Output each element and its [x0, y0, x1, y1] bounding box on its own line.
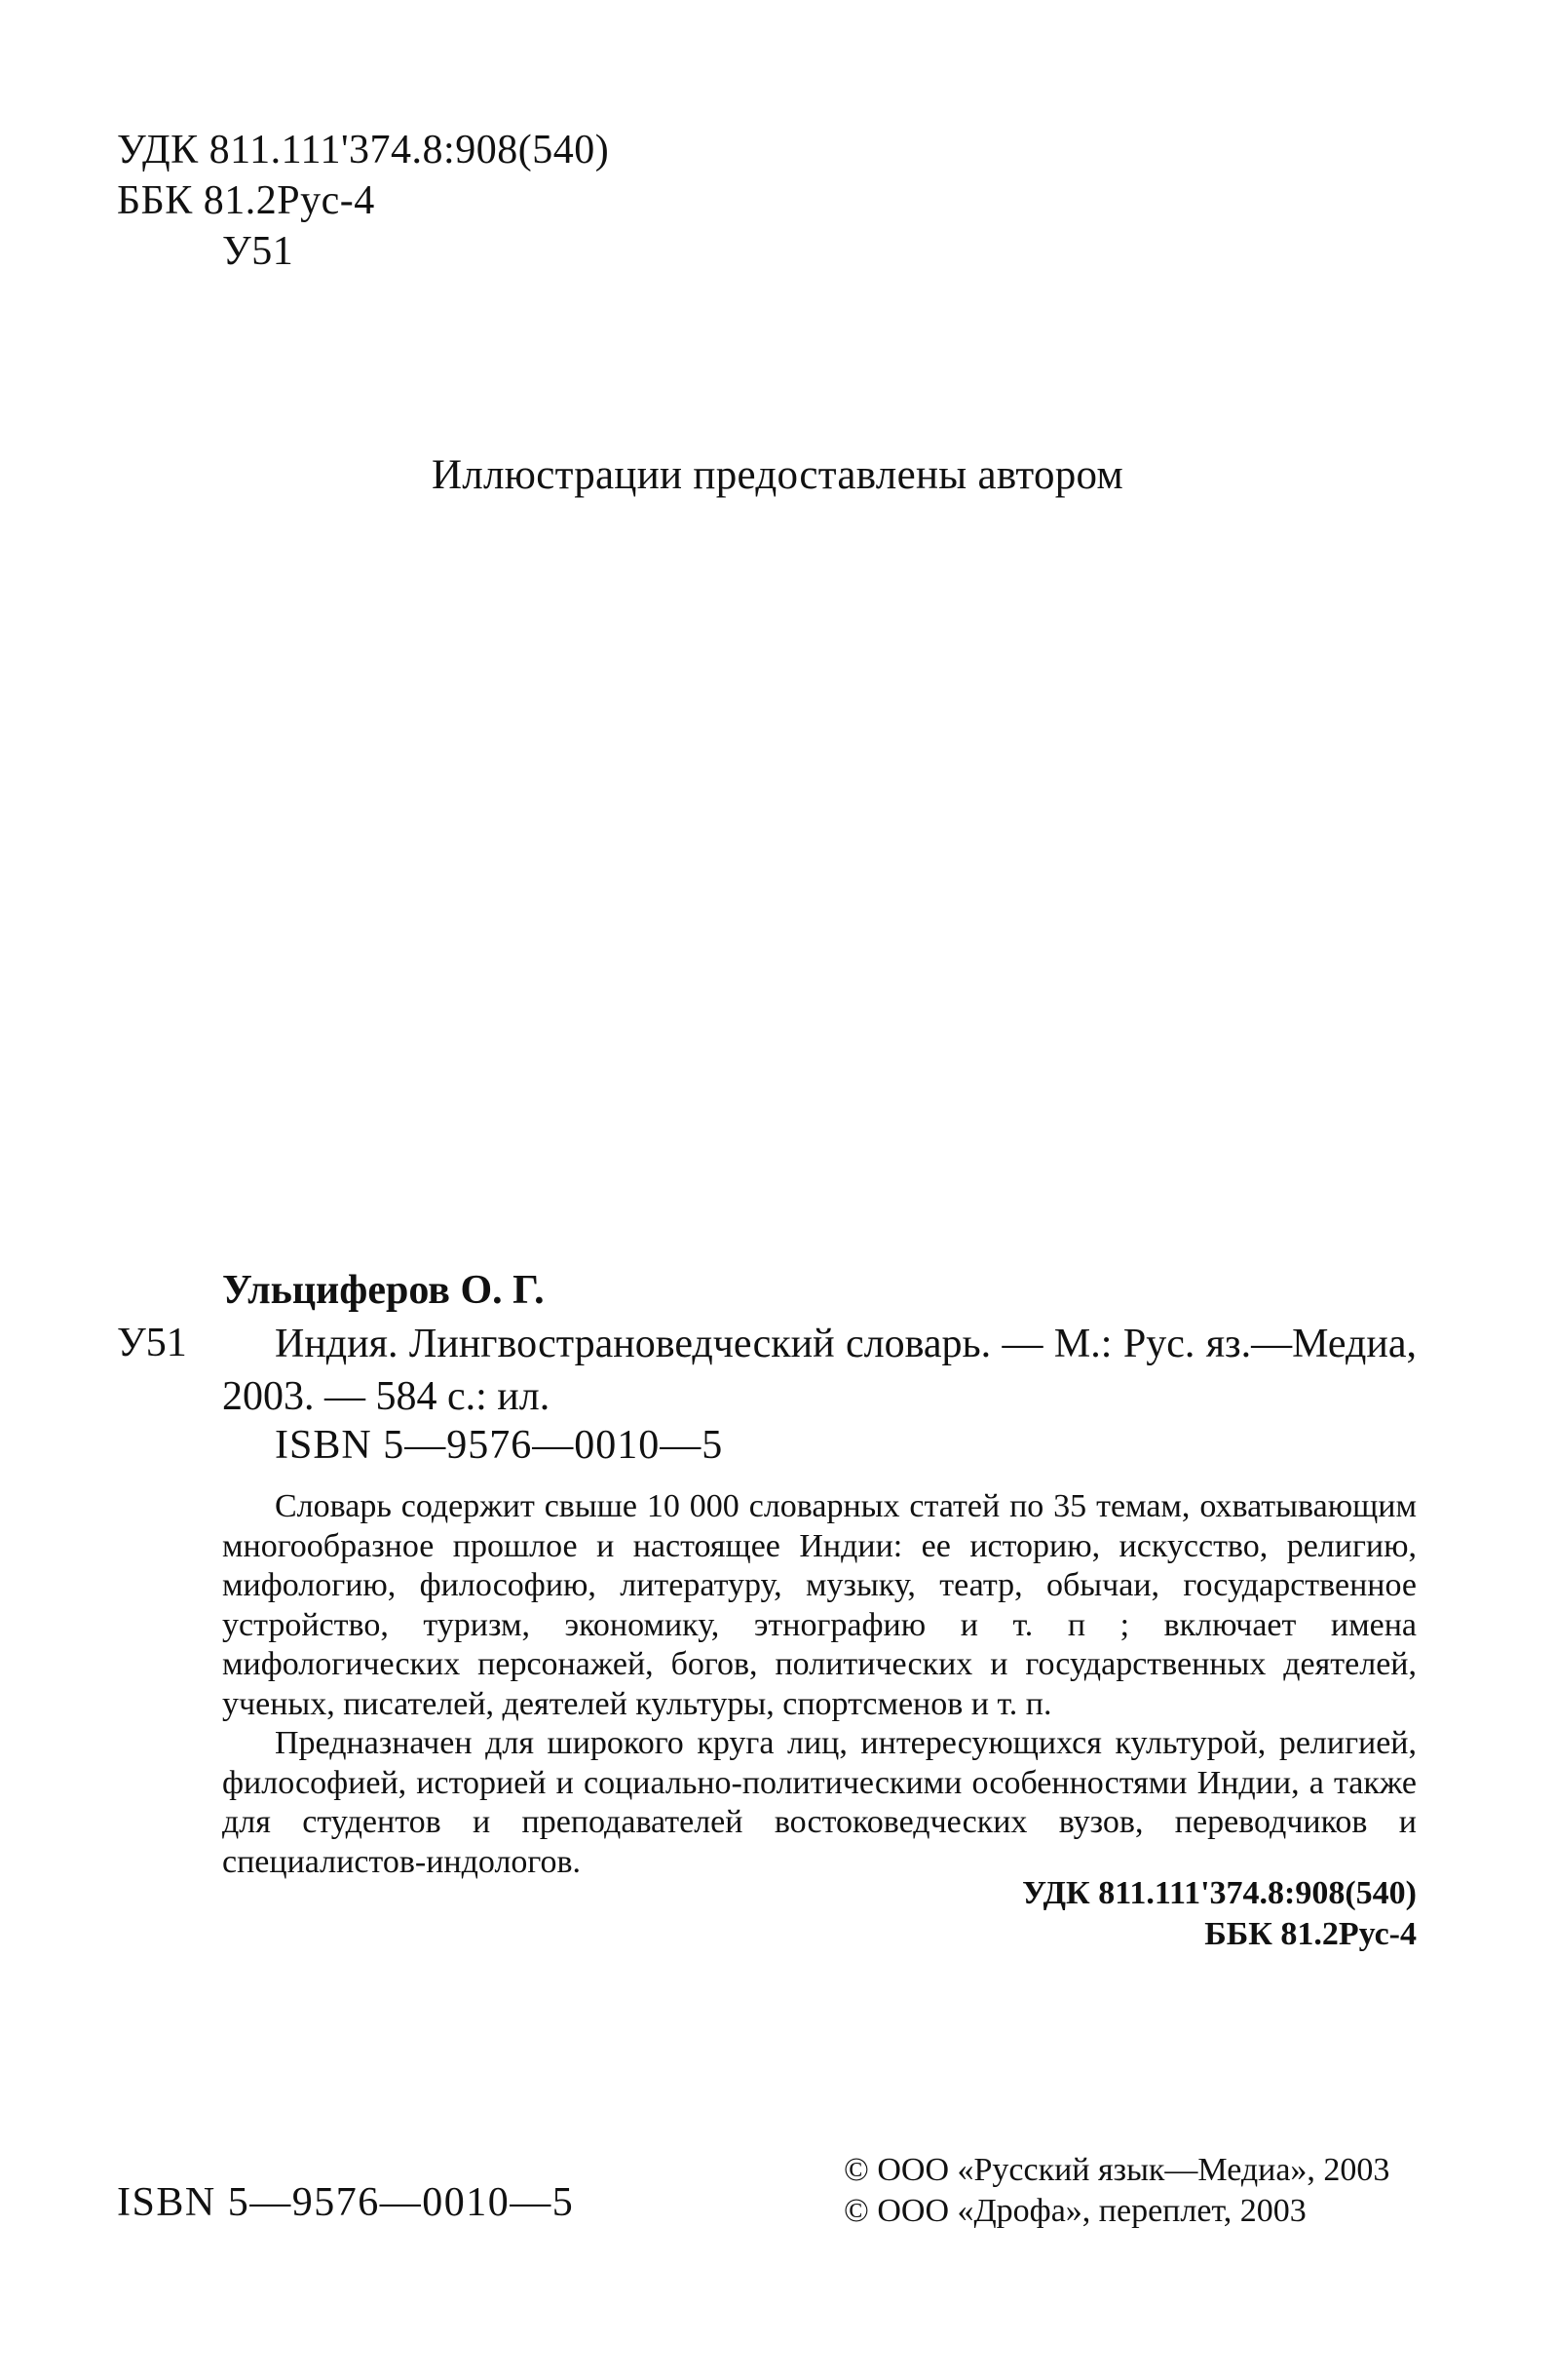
isbn-record: ISBN 5—9576—0010—5 — [275, 1423, 724, 1468]
copyright-block — [844, 2150, 1389, 2232]
left-author-sign: У51 — [117, 1321, 187, 1365]
udk-code: УДК 811.111'374.8:908(540) — [117, 128, 610, 173]
author-sign: У51 — [222, 229, 294, 274]
author-name: Ульциферов О. Г. — [222, 1268, 545, 1313]
copyright-line: © ООО «Русский язык—Медиа», 2003 — [844, 2152, 1390, 2188]
annotation-paragraph: Словарь содержит свыше 10 000 словарных статей по 35 темам, охватывающим многообразное прошлое и настоящее Индии: ее историю, искусство, религию, мифологию, философию, литературу, музыку, театр, обычаи, государственное устройство, туризм, экономику, этнографию и т. п ; включает имена мифологических персонажей, богов, политических и государственных деятелей, ученых, писателей, деятелей культуры, спортсменов и т. п. — [222, 1488, 1417, 1722]
classification-footer — [0, 1873, 1417, 1955]
bibliographic-description — [222, 1318, 1417, 1423]
annotation-paragraph: Предназначен для широкого круга лиц, интересующихся культурой, религией, философией, историей и социально-политическими особенностями Индии, а также для студентов и преподавателей востоковедческих вузов, переводчиков и специалистов-индологов. — [222, 1725, 1417, 1880]
bbk-code-bottom: ББК 81.2Рус-4 — [1204, 1916, 1417, 1952]
title-and-imprint: Индия. Лингвострановедческий словарь. — М.: Рус. яз.—Медиа, 2003. — 584 с.: ил. — [222, 1322, 1417, 1419]
illustrations-note: Иллюстрации предоставлены автором — [431, 452, 1124, 498]
isbn-footer: ISBN 5—9576—0010—5 — [117, 2180, 575, 2225]
copyright-line: © ООО «Дрофа», переплет, 2003 — [844, 2193, 1307, 2229]
classification-header — [117, 125, 609, 277]
annotation — [222, 1487, 1417, 1882]
bbk-code: ББК 81.2Рус-4 — [117, 178, 375, 223]
udk-code-bottom: УДК 811.111'374.8:908(540) — [1022, 1875, 1417, 1911]
